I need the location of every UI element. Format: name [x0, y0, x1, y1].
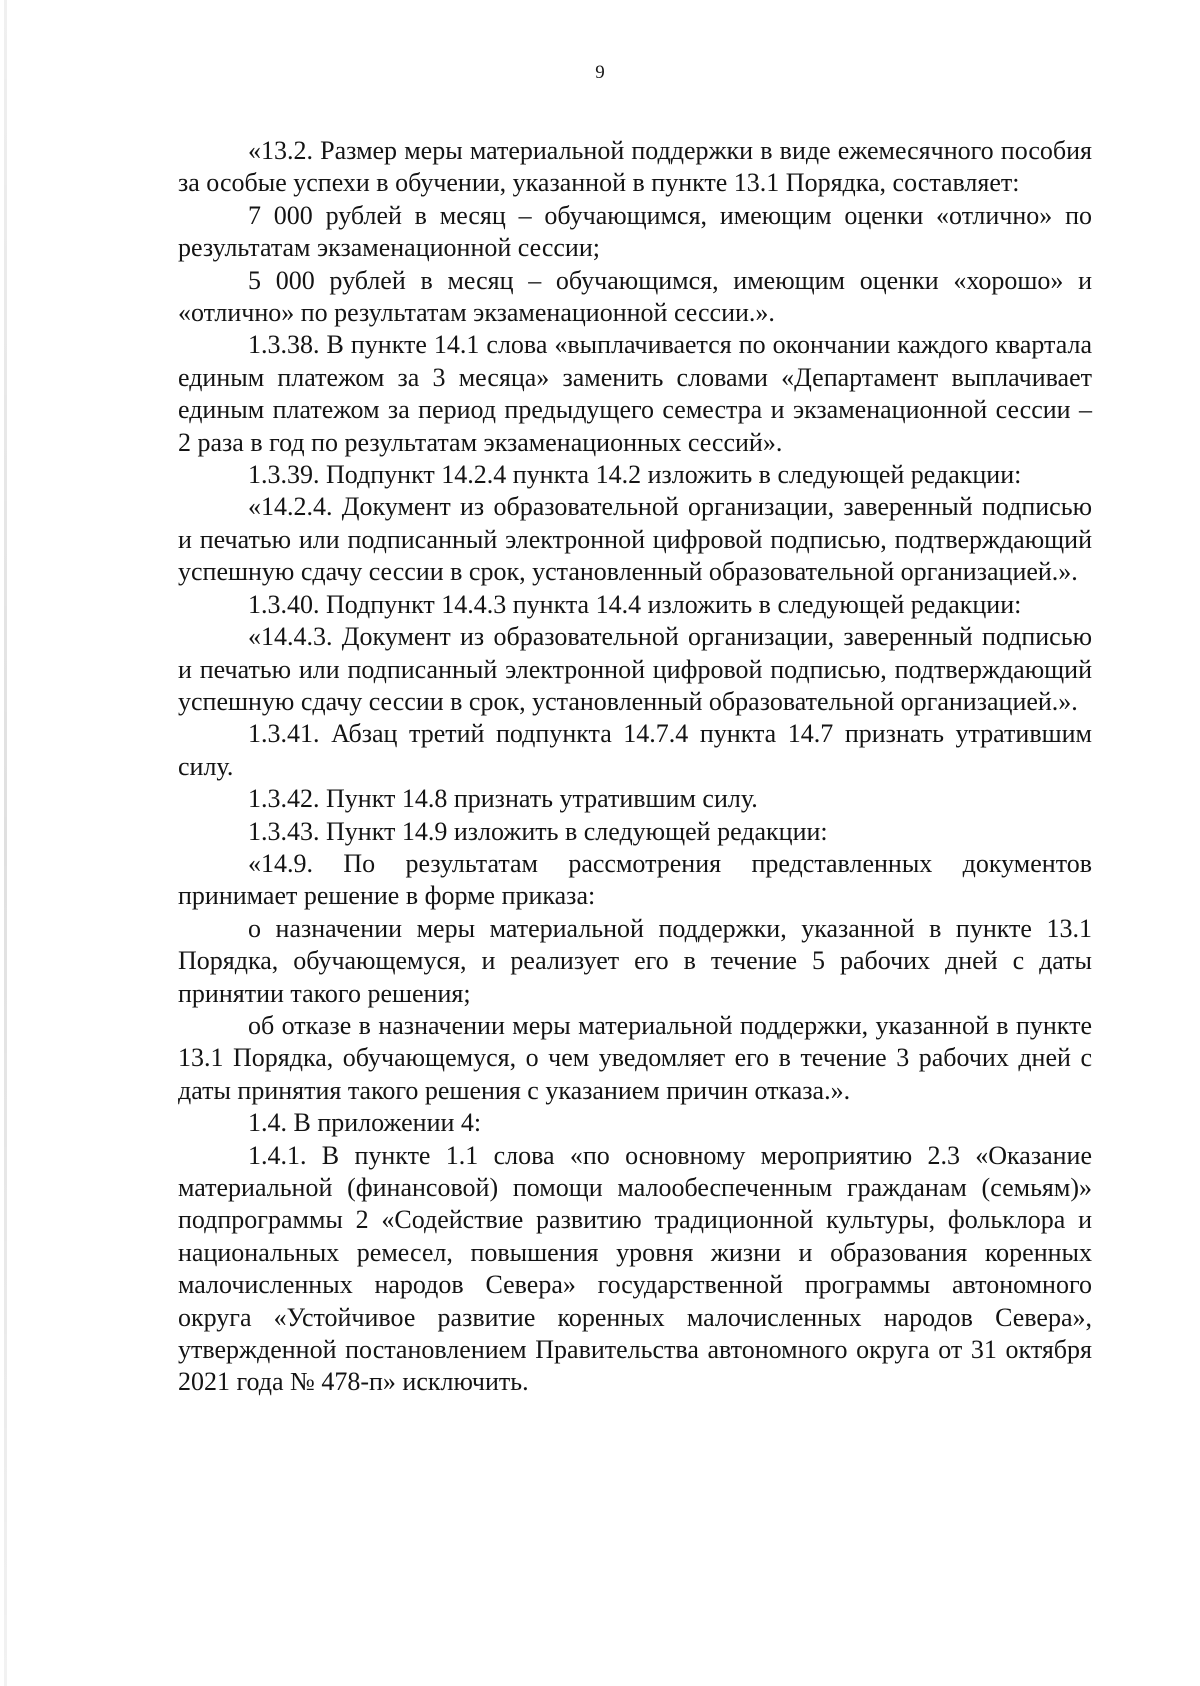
document-body: [178, 135, 1092, 1399]
paragraph-1-3-40: 1.3.40. Подпункт 14.4.3 пункта 14.4 изложить в следующей редакции:: [248, 589, 1022, 619]
paragraph-1-3-41: 1.3.41. Абзац третий подпункта 14.7.4 пункта 14.7 признать утратившим силу.: [178, 719, 1092, 781]
paragraph-14-2-4: «14.2.4. Документ из образовательной организации, заверенный подписью и печатью или подписанный электронной цифровой подписью, подтверждающий успешную сдачу сессии в срок, установленный образовательной организацией.».: [178, 492, 1092, 587]
paragraph-1-3-42: 1.3.42. Пункт 14.8 признать утратившим силу.: [248, 784, 758, 814]
paragraph-assignment: о назначении меры материальной поддержки, указанной в пункте 13.1 Порядка, обучающемуся, и реализует его в течение 5 рабочих дней с даты принятии такого решения;: [178, 913, 1092, 1008]
paragraph-7000-rubles: 7 000 рублей в месяц – обучающимся, имеющим оценки «отлично» по результатам экзаменационной сессии;: [178, 200, 1092, 263]
paragraph-1-4-1: 1.4.1. В пункте 1.1 слова «по основному мероприятию 2.3 «Оказание материальной (финансовой) помощи малообеспеченным гражданам (семьям)» подпрограммы 2 «Содействие развитию традиционной культуры, фольклора и национальных ремесел, повышения уровня жизни и образования коренных малочисленных народов Севера» государственной программы автономного округа «Устойчивое развитие коренных малочисленных народов Севера», утвержденной постановлением Правительства автономного округа от 31 октября 2021 года № 478-п» исключить.: [178, 1140, 1092, 1397]
paragraph-1-3-39: 1.3.39. Подпункт 14.2.4 пункта 14.2 изложить в следующей редакции:: [248, 460, 1022, 490]
paragraph-13-2-intro: «13.2. Размер меры материальной поддержки в виде ежемесячного пособия за особые успехи в обучении, указанной в пункте 13.1 Порядка, составляет:: [178, 136, 1092, 198]
paragraph-refusal: об отказе в назначении меры материальной поддержки, указанной в пункте 13.1 Порядка, обучающемуся, о чем уведомляет его в течение 3 рабочих дней с даты принятия такого решения с указанием причин отказа.».: [178, 1010, 1092, 1105]
paragraph-5000-rubles: 5 000 рублей в месяц – обучающимся, имеющим оценки «хорошо» и «отлично» по результатам экзаменационной сессии.».: [178, 265, 1092, 328]
paragraph-1-3-43: 1.3.43. Пункт 14.9 изложить в следующей редакции:: [248, 816, 828, 846]
page-number: 9: [595, 62, 605, 83]
paragraph-1-3-38: 1.3.38. В пункте 14.1 слова «выплачивается по окончании каждого квартала единым платежом за 3 месяца» заменить словами «Департамент выплачивает единым платежом за период предыдущего семестра и экзаменационной сессии – 2 раза в год по результатам экзаменационных сессий».: [178, 330, 1092, 457]
paragraph-1-4: 1.4. В приложении 4:: [248, 1108, 482, 1138]
scan-edge-shadow: [4, 0, 7, 1686]
paragraph-14-4-3: «14.4.3. Документ из образовательной организации, заверенный подписью и печатью или подписанный электронной цифровой подписью, подтверждающий успешную сдачу сессии в срок, установленный образовательной организацией.».: [178, 622, 1092, 716]
paragraph-14-9: «14.9. По результатам рассмотрения представленных документов принимает решение в форме приказа:: [178, 848, 1092, 911]
